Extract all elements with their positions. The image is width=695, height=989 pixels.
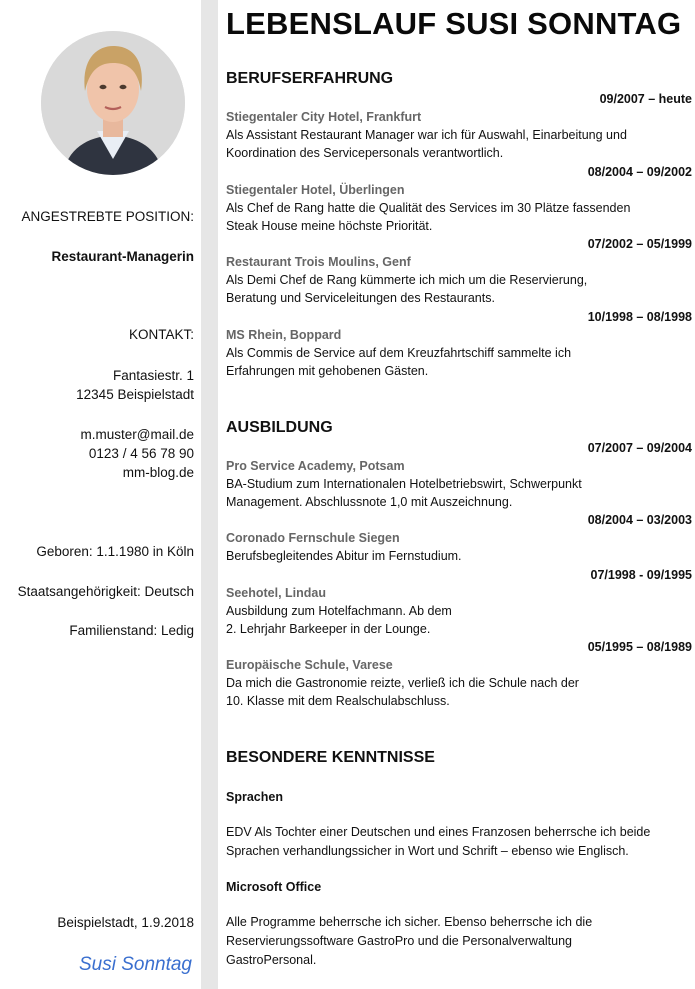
paragraph-line: Reservierungssoftware GastroPro und die Personalverwaltung: [226, 934, 573, 948]
position-value: Restaurant-Managerin: [51, 249, 194, 264]
entry-organization: Restaurant Trois Moulins, Genf: [226, 255, 411, 269]
entry-date: 07/2007 – 09/2004: [587, 441, 692, 455]
education-entry: [226, 638, 692, 710]
entry-description-line: Berufsbegleitendes Abitur im Fernstudium.: [226, 549, 462, 563]
entry-description-line: Als Commis de Service auf dem Kreuzfahrtschiff sammelte ich: [226, 346, 572, 360]
entry-description-line: Koordination des Servicepersonals verantwortlich.: [226, 146, 504, 160]
paragraph-line: GastroPersonal.: [226, 953, 317, 967]
education-heading: AUSBILDUNG: [226, 419, 333, 436]
contact-label: KONTAKT:: [128, 327, 194, 342]
phone-text: 0123 / 4 56 78 90: [88, 446, 194, 461]
address-city: 12345 Beispielstadt: [76, 387, 194, 402]
entry-description-line: Erfahrungen mit gehobenen Gästen.: [226, 364, 429, 378]
languages-text: [226, 823, 692, 861]
experience-entry: [226, 308, 692, 380]
email-text: m.muster@mail.de: [80, 427, 194, 442]
entry-description-line: Als Chef de Rang hatte die Qualität des Services im 30 Plätze fassenden: [226, 201, 631, 215]
entry-date: 09/2007 – heute: [599, 92, 692, 106]
education-entry: [226, 511, 692, 565]
entry-organization: Stiegentaler City Hotel, Frankfurt: [226, 110, 422, 124]
entry-description-line: Beratung und Serviceleitungen des Restaurants.: [226, 291, 495, 305]
entry-organization: Pro Service Academy, Potsam: [226, 459, 405, 473]
website-text: mm-blog.de: [122, 465, 194, 480]
office-subheading: Microsoft Office: [226, 880, 322, 894]
sidebar-divider: [201, 0, 218, 989]
entry-description-line: Management. Abschlussnote 1,0 mit Auszeichnung.: [226, 495, 513, 509]
entry-date: 10/1998 – 08/1998: [587, 310, 692, 324]
entry-organization: Coronado Fernschule Siegen: [226, 531, 400, 545]
entry-date: 05/1995 – 08/1989: [587, 640, 692, 654]
entry-organization: MS Rhein, Boppard: [226, 328, 342, 342]
entry-organization: Stiegentaler Hotel, Überlingen: [226, 183, 405, 197]
paragraph-line: Sprachen verhandlungssicher in Wort und Schrift – ebenso wie Englisch.: [226, 844, 629, 858]
entry-description-line: 2. Lehrjahr Barkeeper in der Lounge.: [226, 622, 431, 636]
entry-description-line: Ausbildung zum Hotelfachmann. Ab dem: [226, 604, 452, 618]
profile-photo: [41, 31, 185, 175]
paragraph-line: Alle Programme beherrsche ich sicher. Ebenso beherrsche ich die: [226, 915, 593, 929]
entry-date: 07/2002 – 05/1999: [587, 237, 692, 251]
nationality-info: Staatsangehörigkeit: Deutsch: [17, 584, 194, 599]
page-title: LEBENSLAUF SUSI SONNTAG: [226, 6, 682, 41]
place-date: Beispielstadt, 1.9.2018: [57, 915, 194, 930]
entry-description-line: Steak House meine höchste Priorität.: [226, 219, 433, 233]
birth-info: Geboren: 1.1.1980 in Köln: [36, 544, 194, 559]
entry-description-line: 10. Klasse mit dem Realschulabschluss.: [226, 694, 450, 708]
languages-subheading: Sprachen: [226, 790, 283, 804]
marital-status-info: Familienstand: Ledig: [69, 623, 194, 638]
entry-organization: Europäische Schule, Varese: [226, 658, 393, 672]
paragraph-line: EDV Als Tochter einer Deutschen und eines Franzosen beherrsche ich beide: [226, 825, 651, 839]
entry-date: 08/2004 – 03/2003: [587, 513, 692, 527]
address-street: Fantasiestr. 1: [112, 368, 194, 383]
experience-entry: [226, 235, 692, 307]
education-entry: [226, 566, 692, 638]
experience-entry: [226, 163, 692, 235]
experience-heading: BERUFSERFAHRUNG: [226, 70, 394, 87]
experience-entry: [226, 90, 692, 162]
signature: Susi Sonntag: [78, 954, 192, 975]
entry-date: 08/2004 – 09/2002: [587, 165, 692, 179]
position-label: ANGESTREBTE POSITION:: [21, 209, 194, 224]
entry-description-line: Da mich die Gastronomie reizte, verließ ich die Schule nach der: [226, 676, 579, 690]
portrait-image: [41, 31, 185, 175]
sidebar: [0, 0, 201, 989]
main-content: [226, 0, 692, 989]
entry-organization: Seehotel, Lindau: [226, 586, 327, 600]
office-text: [226, 913, 692, 970]
entry-description-line: BA-Studium zum Internationalen Hotelbetriebswirt, Schwerpunkt: [226, 477, 582, 491]
entry-description-line: Als Assistant Restaurant Manager war ich für Auswahl, Einarbeitung und: [226, 128, 627, 142]
skills-heading: BESONDERE KENNTNISSE: [226, 749, 435, 766]
entry-description-line: Als Demi Chef de Rang kümmerte ich mich um die Reservierung,: [226, 273, 588, 287]
entry-date: 07/1998 - 09/1995: [590, 568, 692, 582]
education-entry: [226, 439, 692, 511]
